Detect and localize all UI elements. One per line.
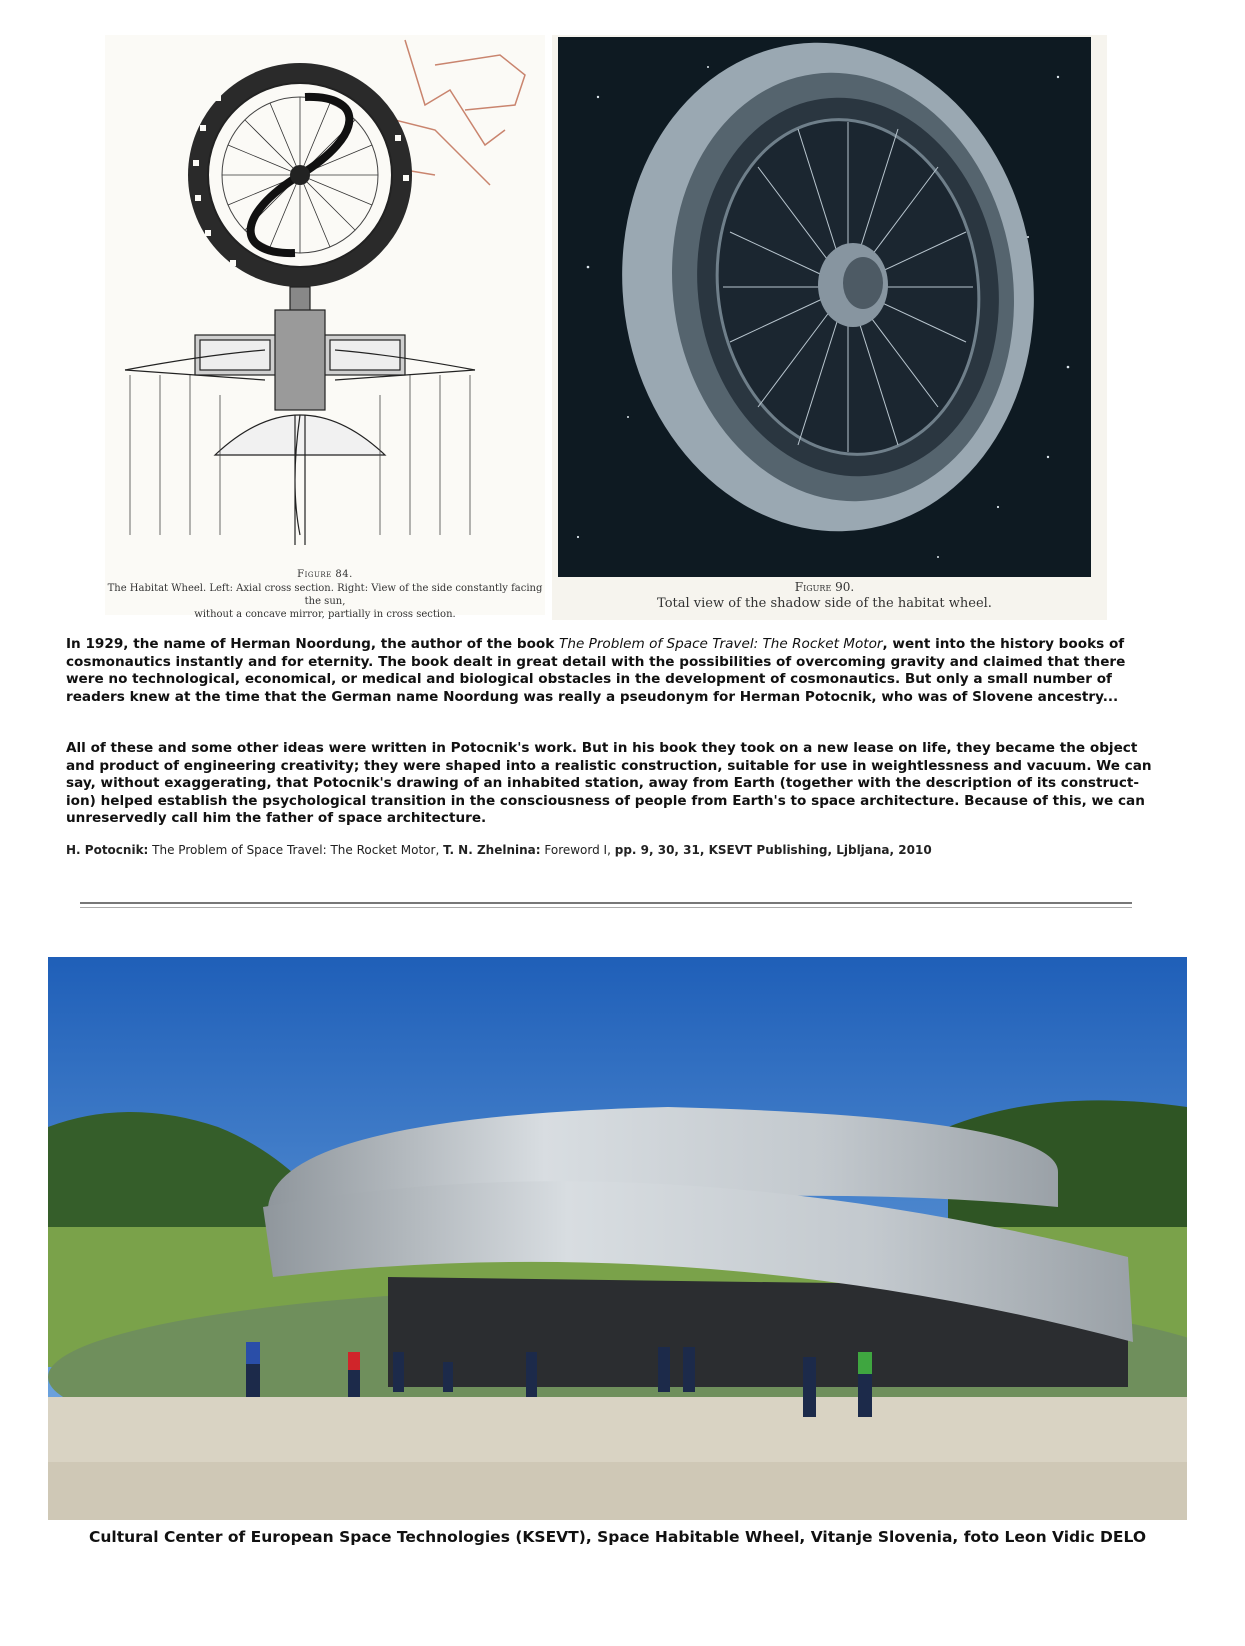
- divider-line: [80, 902, 1132, 904]
- ksevt-photo: [48, 957, 1187, 1520]
- figure-90-label: Figure 90.: [794, 580, 855, 594]
- ksevt-building-photo: [48, 957, 1187, 1520]
- habitat-wheel-technical-drawing: [105, 35, 545, 615]
- figure-84-caption-line2: without a concave mirror, partially in cross section.: [194, 609, 456, 620]
- citation-details: pp. 9, 30, 31, KSEVT Publishing, Ljbljana, 2010: [614, 843, 932, 857]
- citation-author-2: T. N. Zhelnina:: [443, 843, 541, 857]
- divider-line-secondary: [80, 907, 1132, 908]
- citation-author-1: H. Potocnik:: [66, 843, 149, 857]
- paragraph-1-body: , went into the history books of cosmonautics instantly and for eternity. The book dealt in great detail with the possibilities of overcoming gravity and claimed that there were no technological, economical, or medical and biological obstacles in the development of cosmonautics. But only a small number of readers knew at the time that the German name Noordung was really a pseudonym for Herman Potocnik, who was of Slovene ancestry...: [66, 636, 1126, 705]
- axial-cross-section: [125, 287, 475, 545]
- paragraph-1-intro: In 1929, the name of Herman Noordung, the author of the book: [66, 636, 560, 652]
- figure-84-drawing: [105, 35, 545, 615]
- figure-84-caption-line1: The Habitat Wheel. Left: Axial cross section. Right: View of the side constantly facing the sun,: [107, 583, 543, 607]
- citation: [66, 843, 1166, 857]
- wheel-side-view: [188, 63, 412, 287]
- plaza: [48, 1462, 1187, 1520]
- figure-90-illustration: [558, 37, 1091, 577]
- photo-caption: Cultural Center of European Space Technologies (KSEVT), Space Habitable Wheel, Vitanje Slovenia, foto Leon Vidic DELO: [89, 1528, 1146, 1546]
- habitat-wheel-illustration: [558, 37, 1091, 577]
- citation-work-2: Foreword I,: [540, 843, 615, 857]
- book-title: The Problem of Space Travel: The Rocket Motor: [559, 636, 883, 652]
- figure-90-caption: Total view of the shadow side of the habitat wheel.: [657, 596, 992, 611]
- figure-84-caption: [105, 582, 545, 621]
- citation-work-1: The Problem of Space Travel: The Rocket Motor,: [148, 843, 444, 857]
- paragraph-2: All of these and some other ideas were written in Potocnik's work. But in his book they took on a new lease on life, they became the object and product of engineering creativity; they were shaped into a realistic construction, suitable for use in weightlessness and vacuum. We can say, without exaggerating, that Potocnik's drawing of an inhabited station, away from Earth (together with the description of its construct-ion) helped establish the psychological transition in the consciousness of people from Earth's to space architecture. Because of this, we can unreservedly call him the father of space architecture.: [66, 740, 1152, 827]
- paragraph-1: [66, 636, 1166, 706]
- figure-84-label: Figure 84.: [297, 569, 353, 580]
